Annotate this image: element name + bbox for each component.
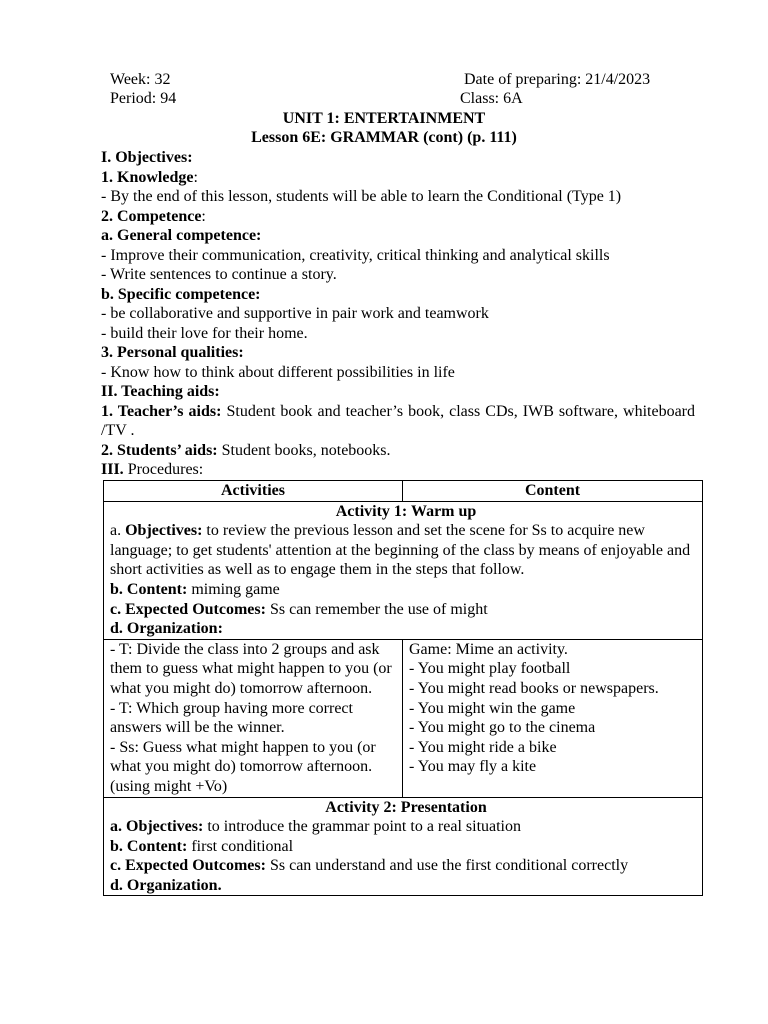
col-content-header: Content <box>403 481 703 502</box>
procedures-number: III. <box>101 461 124 478</box>
content-item: - You might ride a bike <box>409 738 557 756</box>
competence-label: 2. Competence <box>101 207 202 225</box>
lesson-title: Lesson 6E: GRAMMAR (cont) (p. 111) <box>251 129 517 146</box>
activity1-step: - T: Divide the class into 2 groups and ask them to guess what might happen to you (or what you might do) tomorrow afternoon. <box>110 640 392 697</box>
activity1-outcomes-label: c. Expected Outcomes: <box>110 600 266 618</box>
objectives-heading: I. Objectives: <box>101 149 193 166</box>
activity1-detail-row <box>104 639 703 797</box>
activity1-summary-row <box>104 501 703 639</box>
content-item: - You might go to the cinema <box>409 719 596 737</box>
activity2-summary-row <box>104 797 703 896</box>
activity2-obj-text: to introduce the grammar point to a real situation <box>203 818 521 836</box>
activity2-organization-label: d. Organization. <box>110 876 222 894</box>
activity2-content-label: b. Content: <box>110 837 188 855</box>
specific-item: - build their love for their home. <box>101 324 308 342</box>
knowledge-label: 1. Knowledge <box>101 168 194 186</box>
activity1-obj-label: Objectives: <box>125 522 203 540</box>
activity1-activities-cell <box>104 639 403 797</box>
activity1-outcomes <box>110 600 702 620</box>
activity1-content-cell <box>403 639 703 797</box>
activity1-content <box>110 580 702 600</box>
general-item: - Improve their communication, creativity, critical thinking and analytical skills <box>101 246 610 264</box>
competence-colon: : <box>201 207 206 225</box>
content-item: - You might read books or newspapers. <box>409 679 659 697</box>
general-competence-label: a. General competence: <box>101 227 262 244</box>
activity1-outcomes-text: Ss can remember the use of might <box>265 600 488 618</box>
col-activities-header: Activities <box>104 481 403 502</box>
activity2-objectives <box>110 817 702 837</box>
activity1-content-label: b. Content: <box>110 580 188 598</box>
lesson-body <box>101 148 695 480</box>
activity1-title: Activity 1: Warm up <box>335 502 477 520</box>
students-aids-text: Student books, notebooks. <box>217 441 391 459</box>
activity2-obj-label: a. Objectives: <box>110 818 204 836</box>
general-item: - Write sentences to continue a story. <box>101 266 337 283</box>
activity1-summary <box>104 501 703 639</box>
content-item: - You may fly a kite <box>409 758 537 776</box>
specific-item: - be collaborative and supportive in pair work and teamwork <box>101 305 489 322</box>
procedures-table <box>103 480 703 896</box>
date-preparing-label: Date of preparing: 21/4/2023 <box>464 71 651 88</box>
activity2-title: Activity 2: Presentation <box>325 798 487 816</box>
table-header-row <box>104 481 703 502</box>
activity2-outcomes <box>110 856 702 876</box>
knowledge-colon: : <box>193 168 198 186</box>
content-item: Game: Mime an activity. <box>409 640 568 658</box>
activity1-content-text: miming game <box>187 580 280 598</box>
students-aids-line <box>101 441 695 461</box>
teacher-aids-line <box>101 402 695 441</box>
activity1-obj-text: to review the previous lesson and set the scene for Ss to acquire new language; to get students' attention at the beginning of the class by means of enjoyable and short activities as well as to engage them in the steps that follow. <box>110 522 691 579</box>
activity2-outcomes-label: c. Expected Outcomes: <box>110 857 266 875</box>
personal-item: - Know how to think about different possibilities in life <box>101 363 455 381</box>
procedures-heading <box>101 460 695 480</box>
unit-title: UNIT 1: ENTERTAINMENT <box>282 110 486 127</box>
knowledge-text: - By the end of this lesson, students will be able to learn the Conditional (Type 1) <box>101 188 622 205</box>
activity1-step: - Ss: Guess what might happen to you (or what you might do) tomorrow afternoon. (using might +Vo) <box>110 738 376 795</box>
procedures-text: Procedures: <box>123 461 204 478</box>
class-label: Class: 6A <box>460 90 523 107</box>
specific-competence-label: b. Specific competence: <box>101 285 261 303</box>
content-item: - You might win the game <box>409 699 576 717</box>
teacher-aids-label: 1. Teacher’s aids: <box>101 402 222 420</box>
activity2-content-text: first conditional <box>187 837 294 855</box>
activity2-outcomes-text: Ss can understand and use the first conditional correctly <box>265 857 629 875</box>
activity1-step: - T: Which group having more correct answers will be the winner. <box>110 699 353 737</box>
period-label: Period: 94 <box>110 90 177 107</box>
activity1-objectives <box>110 521 702 580</box>
week-label: Week: 32 <box>110 71 171 88</box>
content-item: - You might play football <box>409 660 571 678</box>
teacher-aids-text: Student book and teacher’s book, class CDs, IWB software, whiteboard /TV . <box>101 402 695 439</box>
personal-qualities-label: 3. Personal qualities: <box>101 344 244 361</box>
students-aids-label: 2. Students’ aids: <box>101 441 218 459</box>
activity2-summary <box>104 797 703 896</box>
activity2-content <box>110 837 702 857</box>
activity1-obj-prefix: a. <box>110 522 126 540</box>
teaching-aids-heading: II. Teaching aids: <box>101 383 220 400</box>
activity1-organization-label: d. Organization: <box>110 620 223 638</box>
